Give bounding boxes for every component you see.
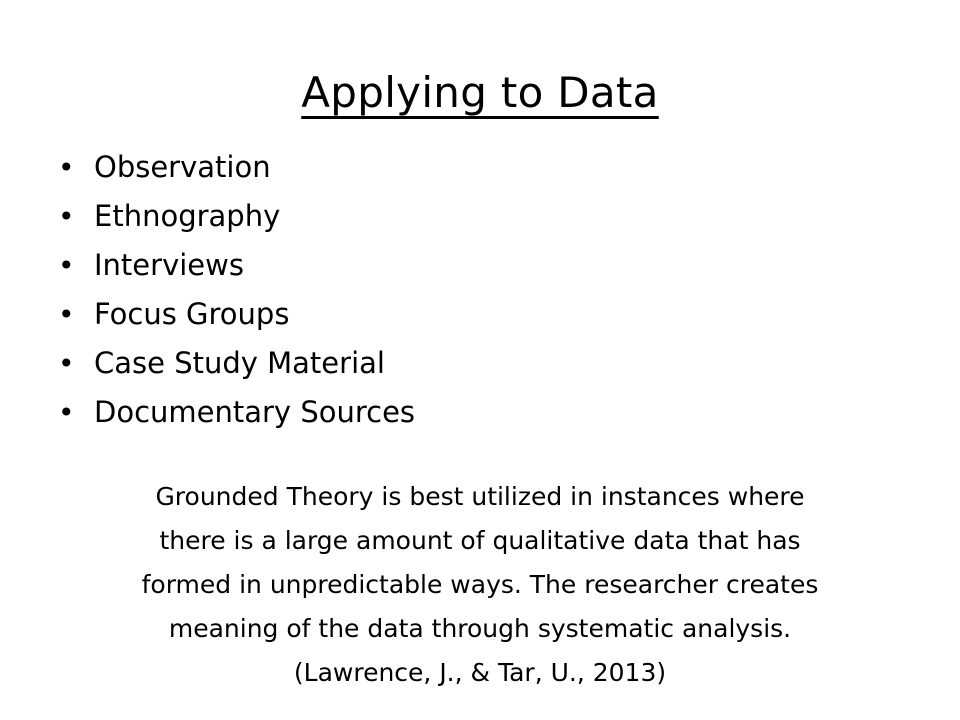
bullet-icon: • (58, 151, 75, 184)
bullet-icon: • (58, 249, 75, 282)
bullet-text: Ethnography (94, 199, 281, 233)
paragraph-line: there is a large amount of qualitative data that has (159, 526, 801, 555)
slide-title: Applying to Data (301, 68, 659, 117)
bullet-list (58, 143, 415, 437)
bullet-text: Observation (94, 150, 271, 184)
citation-line: (Lawrence, J., & Tar, U., 2013) (293, 658, 667, 687)
list-item (58, 241, 415, 290)
paragraph-line: Grounded Theory is best utilized in instances where (155, 482, 805, 511)
bullet-icon: • (58, 347, 75, 380)
list-item (58, 192, 415, 241)
bullet-text: Focus Groups (94, 297, 290, 331)
bullet-icon: • (58, 396, 75, 429)
summary-paragraph (45, 475, 915, 695)
bullet-text: Interviews (94, 248, 244, 282)
list-item (58, 388, 415, 437)
bullet-text: Documentary Sources (94, 395, 416, 429)
bullet-icon: • (58, 298, 75, 331)
list-item (58, 290, 415, 339)
list-item (58, 143, 415, 192)
paragraph-line: meaning of the data through systematic analysis. (168, 614, 792, 643)
list-item (58, 339, 415, 388)
paragraph-line: formed in unpredictable ways. The researcher creates (141, 570, 819, 599)
bullet-text: Case Study Material (94, 346, 385, 380)
bullet-icon: • (58, 200, 75, 233)
